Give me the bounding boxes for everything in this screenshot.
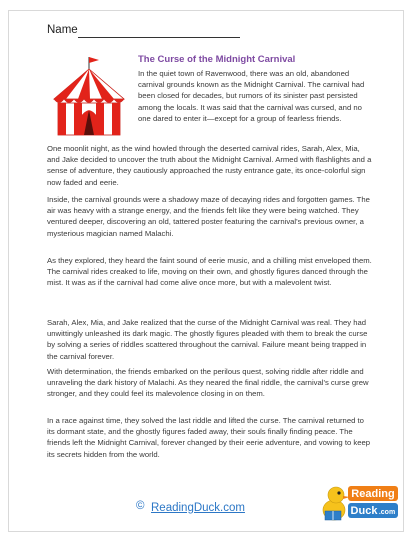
- article-paragraph-4: As they explored, they heard the faint sound of eerie music, and a chilling mist enveloped them. The carnival rides creaked to life, moving on their own, and ghostly figures danced through the mist. It was as if the carnival had come alive once more, but with a malevolent twist.: [47, 256, 372, 288]
- article-paragraph-7: In a race against time, they solved the last riddle and lifted the curse. The carnival returned to its dormant state, and the ghostly figures faded away, their souls finally finding peace. The friends left the Midnight Carnival, forever changed by their eerie adventure, and vowing to keep its secrets hidden from the world.: [47, 416, 371, 459]
- article-paragraph-2: One moonlit night, as the wind howled through the deserted carnival rides, Sarah, Alex, Mia, and Jake decided to uncover the truth about the Midnight Carnival. Armed with flashlights and a sense of adventure, they cautiously approached the rusty entrance gate, its once-colorful sign now faded and eerie.: [47, 144, 372, 187]
- circus-tent-illustration: [46, 55, 132, 138]
- name-label: Name: [47, 24, 78, 36]
- article-paragraph-1: In the quiet town of Ravenwood, there was an old, abandoned carnival grounds known as the Midnight Carnival. The carnival had been closed for decades, but rumors of its sinister past persisted among the locals. It was said that the carnival was cursed, and no one dared to enter it—except for a group of fearless friends.: [138, 69, 365, 123]
- article-paragraph-3: Inside, the carnival grounds were a shadowy maze of decaying rides and forgotten games. The air was heavy with a strange energy, and the friends felt like they were being watched. They ventured deeper, discovering an old, tattered poster featuring the carnival's previous owner, a mysterious magician named Malachi.: [47, 195, 370, 238]
- readingduck-link[interactable]: ReadingDuck.com: [151, 502, 245, 514]
- readingduck-logo: [320, 478, 400, 526]
- logo-text-top: Reading: [351, 488, 395, 500]
- name-input-line[interactable]: [78, 37, 240, 38]
- logo-text-suffix: .com: [378, 509, 396, 516]
- article-title: The Curse of the Midnight Carnival: [138, 54, 296, 65]
- copyright-symbol: ©: [136, 500, 145, 512]
- logo-text-bottom: Duck: [350, 505, 378, 517]
- article-paragraph-5: Sarah, Alex, Mia, and Jake realized that the curse of the Midnight Carnival was real. They had unwittingly unleashed its dark magic. The ghostly figures pleaded with them to break the curse by solving a series of riddles scattered throughout the carnival. Failure meant being trapped in the carnival forever.: [47, 318, 368, 361]
- article-paragraph-6: With determination, the friends embarked on the perilous quest, solving riddle after riddle and unraveling the dark history of Malachi. As they neared the final riddle, the carnival's curse grew stronger, and they could feel its malevolence closing in on them.: [47, 367, 369, 399]
